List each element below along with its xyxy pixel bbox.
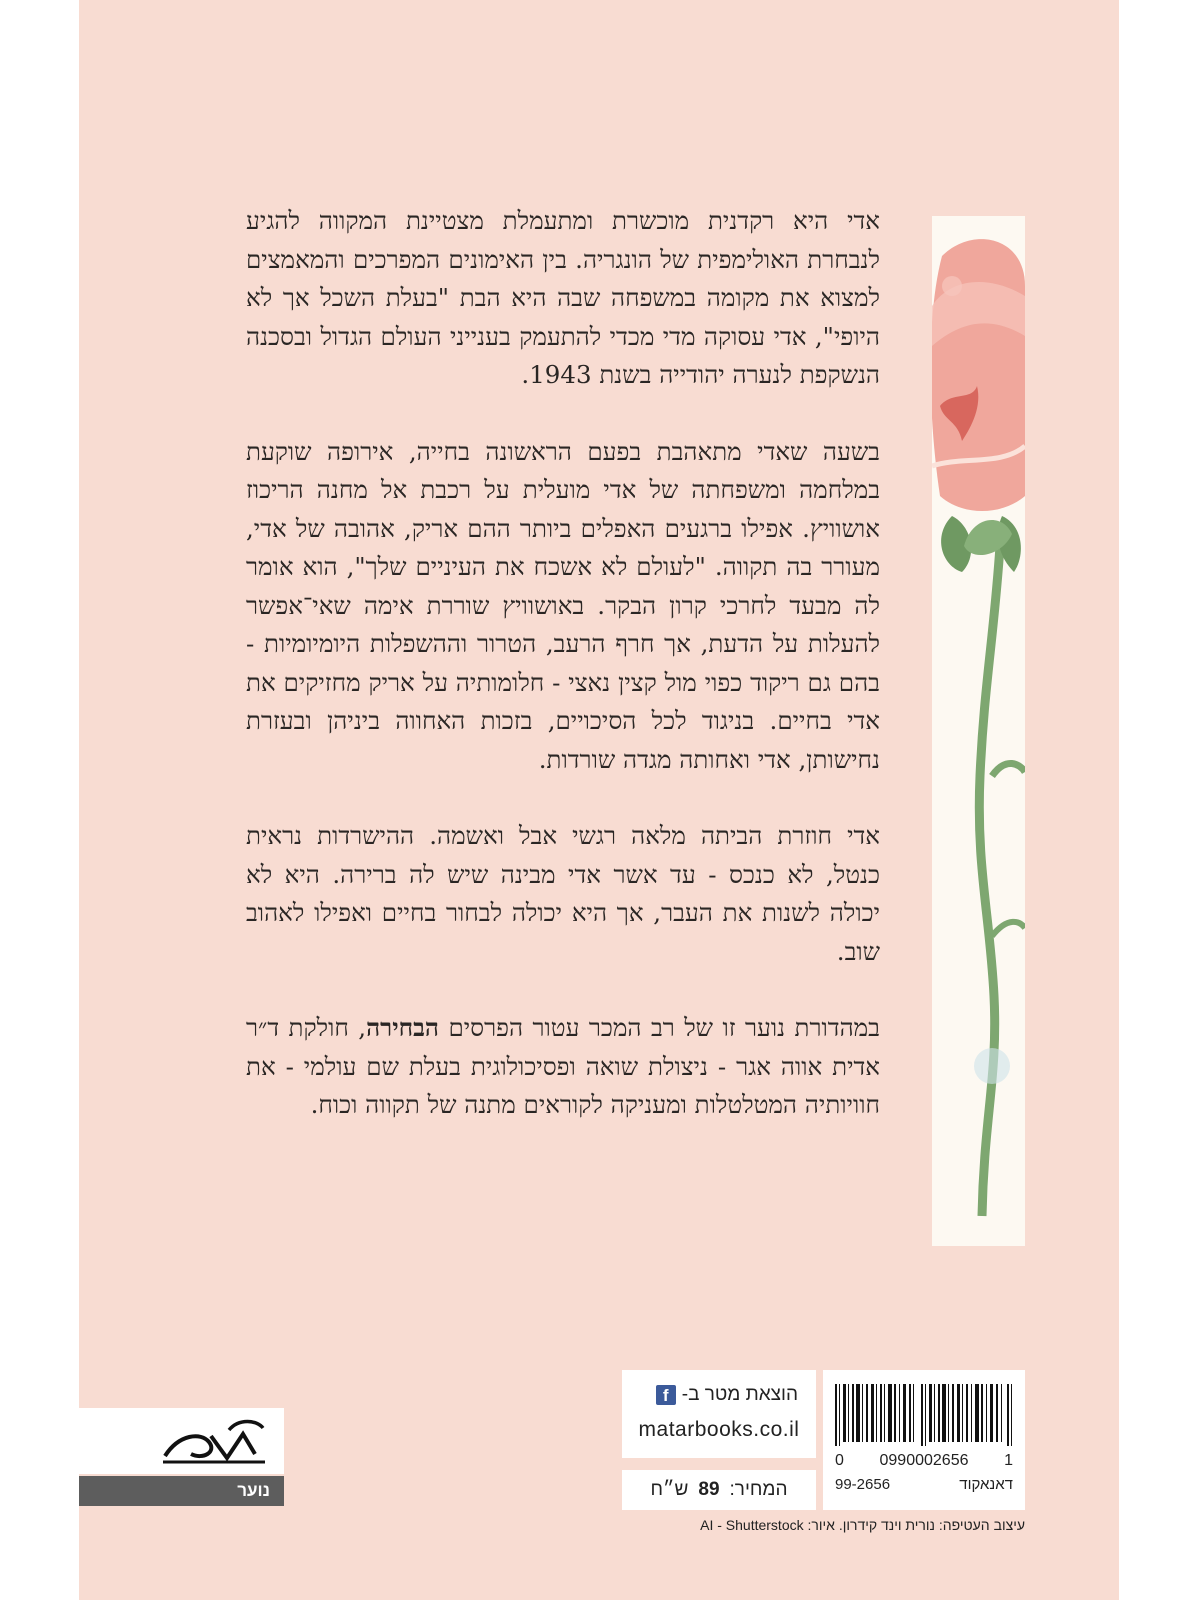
blurb-paragraph-4-end: , חולקת ד״ר אדית אווה אגר - ניצולת שואה ופסיכולוגית בעלת שם עולמי - את חוויותיה המטלטלות ומעניקה לקוראים מתנה של תקווה וכוח. (246, 1013, 880, 1119)
publisher-panel (622, 1370, 816, 1458)
danacode-label: דאנאקוד (959, 1476, 1013, 1493)
barcode-digit-left: 0 (835, 1452, 844, 1469)
matar-logo-icon (79, 1408, 284, 1474)
price-value: 89 (698, 1479, 720, 1500)
blurb-text (246, 202, 880, 1163)
rose-illustration-art (932, 216, 1025, 1246)
barcode-digits-main: 0990002656 (879, 1452, 969, 1469)
publisher-url: matarbooks.co.il (638, 1418, 800, 1441)
blurb-paragraph-4-start: במהדורת נוער זו של רב המכר עטור הפרסים (439, 1013, 880, 1042)
danacode (835, 1476, 1013, 1493)
barcode-icon (835, 1384, 1013, 1446)
price-panel (622, 1470, 816, 1510)
blurb-paragraph-2: בשעה שאדי מתאהבת בפעם הראשונה בחייה, אירופה שוקעת במלחמה ומשפחתה של אדי מועלית על רכבת אל מחנה הריכוז אושוויץ. אפילו ברגעים האפלים ביותר ההם אריק, אהובה של אדי, מעורר בה תקווה. "לעולם לא אשכח את העיניים שלך", הוא אומר לה מבעד לחרכי קרון הבקר. באושוויץ שוררת אימה שאי־אפשר להעלות על הדעת, אך חרף הרעב, הטרור וההשפלות היומיומיות - בהם גם ריקוד כפוי מול קצין נאצי - חלומותיה על אריק מחזיקים את אדי בחיים. בניגוד לכל הסיכויים, בזכות האחווה ביניהן ובעזרת נחישותן, אדי ואחותה מגדה שורדות. (246, 436, 880, 774)
barcode-panel (823, 1370, 1025, 1510)
book-title-mention: הבחירה (366, 1013, 440, 1042)
danacode-value: 99-2656 (835, 1476, 891, 1493)
blurb-paragraph-1: אדי היא רקדנית מוכשרת ומתעמלת מצטיינת המקווה להגיע לנבחרת האולימפית של הונגריה. בין האימונים המפרכים והמאמצים למצוא את מקומה במשפחה שבה היא הבת "בעלת השכל אך לא היופי", אדי עסוקה מדי מכדי להתעמק בענייני העולם הגדול ובסכנה הנשקפת לנערה יהודייה בשנת 1943. (246, 206, 880, 389)
blurb-paragraph-3: אדי חוזרת הביתה מלאה רגשי אבל ואשמה. ההישרדות נראית כנטל, לא כנכס - עד אשר אדי מבינה שיש לה ברירה. היא לא יכולה לשנות את העבר, אך היא יכולה לבחור בחיים ואפילו לאהוב שוב. (246, 821, 880, 966)
cover-credits: עיצוב העטיפה: נורית וינד קידרון. איור: AI - Shutterstock (700, 1517, 1025, 1533)
publisher-name: הוצאת מטר ב- (681, 1384, 798, 1405)
barcode-digit-right: 1 (1004, 1452, 1013, 1469)
facebook-icon: f (656, 1385, 676, 1405)
publisher-line (656, 1384, 798, 1406)
price-label: המחיר: (729, 1479, 788, 1500)
blurb-paragraph-4 (246, 1009, 880, 1125)
rose-illustration (932, 216, 1025, 1246)
price-currency: ש״ח (650, 1479, 689, 1500)
publisher-logo-panel (79, 1408, 284, 1474)
series-label: נוער (79, 1476, 284, 1506)
barcode-number (835, 1452, 1013, 1470)
